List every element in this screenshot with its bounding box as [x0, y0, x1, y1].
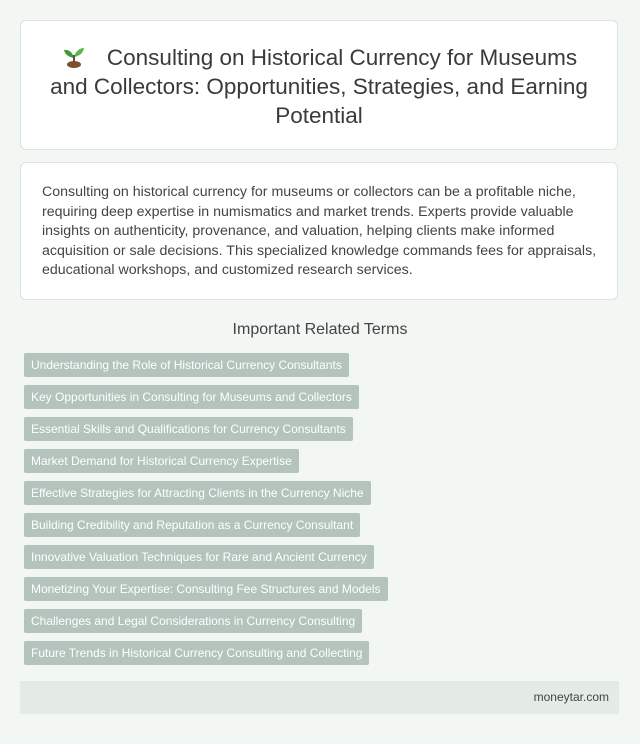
- related-term-tag[interactable]: Understanding the Role of Historical Currency Consultants: [24, 353, 349, 377]
- related-term-tag[interactable]: Effective Strategies for Attracting Clients in the Currency Niche: [24, 481, 371, 505]
- related-term-tag[interactable]: Market Demand for Historical Currency Expertise: [24, 449, 299, 473]
- page-title-text: Consulting on Historical Currency for Museums and Collectors: Opportunities, Strategies, and Earning Potential: [50, 45, 588, 128]
- summary-card: [20, 162, 618, 300]
- footer-site-link[interactable]: moneytar.com: [533, 690, 609, 704]
- related-term-tag[interactable]: Monetizing Your Expertise: Consulting Fee Structures and Models: [24, 577, 388, 601]
- related-terms-heading: Important Related Terms: [232, 321, 408, 338]
- related-term-tag[interactable]: Future Trends in Historical Currency Consulting and Collecting: [24, 641, 369, 665]
- related-term-tag[interactable]: Key Opportunities in Consulting for Museums and Collectors: [24, 385, 359, 409]
- summary-text: Consulting on historical currency for museums or collectors can be a profitable niche, requiring deep expertise in numismatics and market trends. Experts provide valuable insights on authenticity, provenance, and valuation, helping clients make informed acquisition or sale decisions. This specialized knowledge commands fees for appraisals, educational workshops, and customized research services.: [42, 184, 597, 279]
- related-term-tag[interactable]: Essential Skills and Qualifications for Currency Consultants: [24, 417, 353, 441]
- related-term-tag[interactable]: Challenges and Legal Considerations in Currency Consulting: [24, 609, 362, 633]
- sprout-icon: [61, 43, 87, 69]
- related-terms-list: [24, 353, 614, 673]
- page-title: [49, 43, 589, 130]
- footer: [20, 681, 619, 714]
- related-term-tag[interactable]: Building Credibility and Reputation as a Currency Consultant: [24, 513, 360, 537]
- related-term-tag[interactable]: Innovative Valuation Techniques for Rare and Ancient Currency: [24, 545, 374, 569]
- title-card: [20, 20, 618, 150]
